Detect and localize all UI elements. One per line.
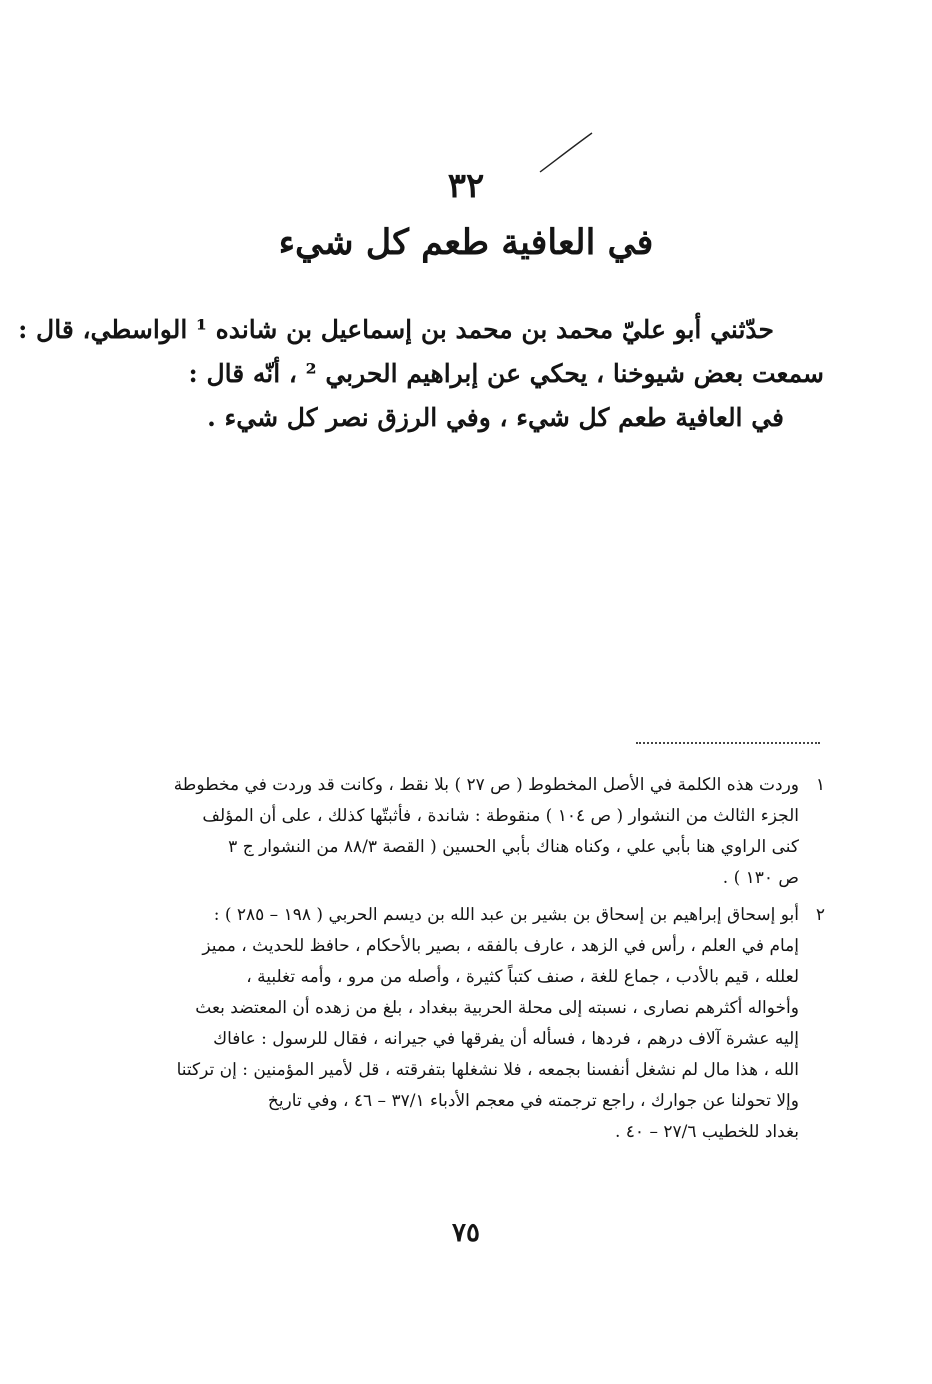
footnote-line: ص ١٣٠ ) .	[722, 868, 799, 888]
footnote-marker: ٢	[815, 905, 825, 925]
footnotes	[145, 770, 825, 1154]
footnote-line	[145, 770, 825, 801]
footnote-line: وإلا تحولنا عن جوارك ، راجع ترجمته في معجم الأدباء ٣٧/١ – ٤٦ ، وفي تاريخ	[267, 1091, 799, 1111]
footnote-line: إليه عشرة آلاف درهم ، فردها ، فسأله أن يفرقها في جيرانه ، فقال للرسول : عافاك	[213, 1029, 799, 1049]
footnote-text: أبو إسحاق إبراهيم بن إسحاق بن بشير بن عبد الله بن ديسم الحربي ( ١٩٨ – ٢٨٥ ) :	[213, 905, 799, 925]
chapter-title: في العافية طعم كل شيء	[278, 222, 654, 263]
main-text	[18, 308, 824, 440]
footnote-1	[145, 770, 825, 894]
footnote-line: كنى الراوي هنا بأبي علي ، وكناه هناك بأبي الحسين ( القصة ٨٨/٣ من النشوار ج ٣	[228, 837, 799, 857]
footnote-marker: ١	[815, 775, 825, 795]
footnote-text: وردت هذه الكلمة في الأصل المخطوط ( ص ٢٧ ) بلا نقط ، وكانت قد وردت في مخطوطة	[173, 775, 799, 795]
footnote-line: الجزء الثالث من النشوار ( ص ١٠٤ ) منقوطة : شاندة ، فأثبتّها كذلك ، على أن المؤلف	[202, 806, 799, 826]
footnote-separator	[636, 742, 820, 744]
footnote-line: وأخواله أكثرهم نصارى ، نسبته إلى محلة الحربية ببغداد ، بلغ من زهده أن المعتضد بعث	[195, 998, 799, 1018]
footnote-line: بغداد للخطيب ٢٧/٦ – ٤٠ .	[614, 1122, 799, 1142]
footnote-line	[145, 900, 825, 931]
main-text-line: سمعت بعض شيوخنا ، يحكي عن إبراهيم الحربي ² ، أنّه قال :	[188, 359, 824, 388]
main-text-line: حدّثني أبو عليّ محمد بن محمد بن إسماعيل بن شانده ¹ الواسطي، قال :	[18, 315, 774, 344]
chapter-number: ٣٢	[447, 166, 485, 206]
page-number: ٧٥	[452, 1218, 480, 1248]
footnote-2	[145, 900, 825, 1148]
footnote-line: إمام في العلم ، رأس في الزهد ، عارف بالفقه ، بصير بالأحكام ، حافظ للحديث ، مميز	[202, 936, 799, 956]
footnote-line: الله ، هذا مال لم نشغل أنفسنا بجمعه ، فلا نشغلها بتفرقته ، قل لأمير المؤمنين : إن تركتنا	[176, 1060, 799, 1080]
footnote-line: لعلله ، قيم بالأدب ، جماع للغة ، صنف كتباً كثيرة ، وأصله من مرو ، وأمه تغلبية ،	[246, 967, 799, 987]
main-text-line: في العافية طعم كل شيء ، وفي الرزق نصر كل شيء .	[207, 403, 784, 432]
